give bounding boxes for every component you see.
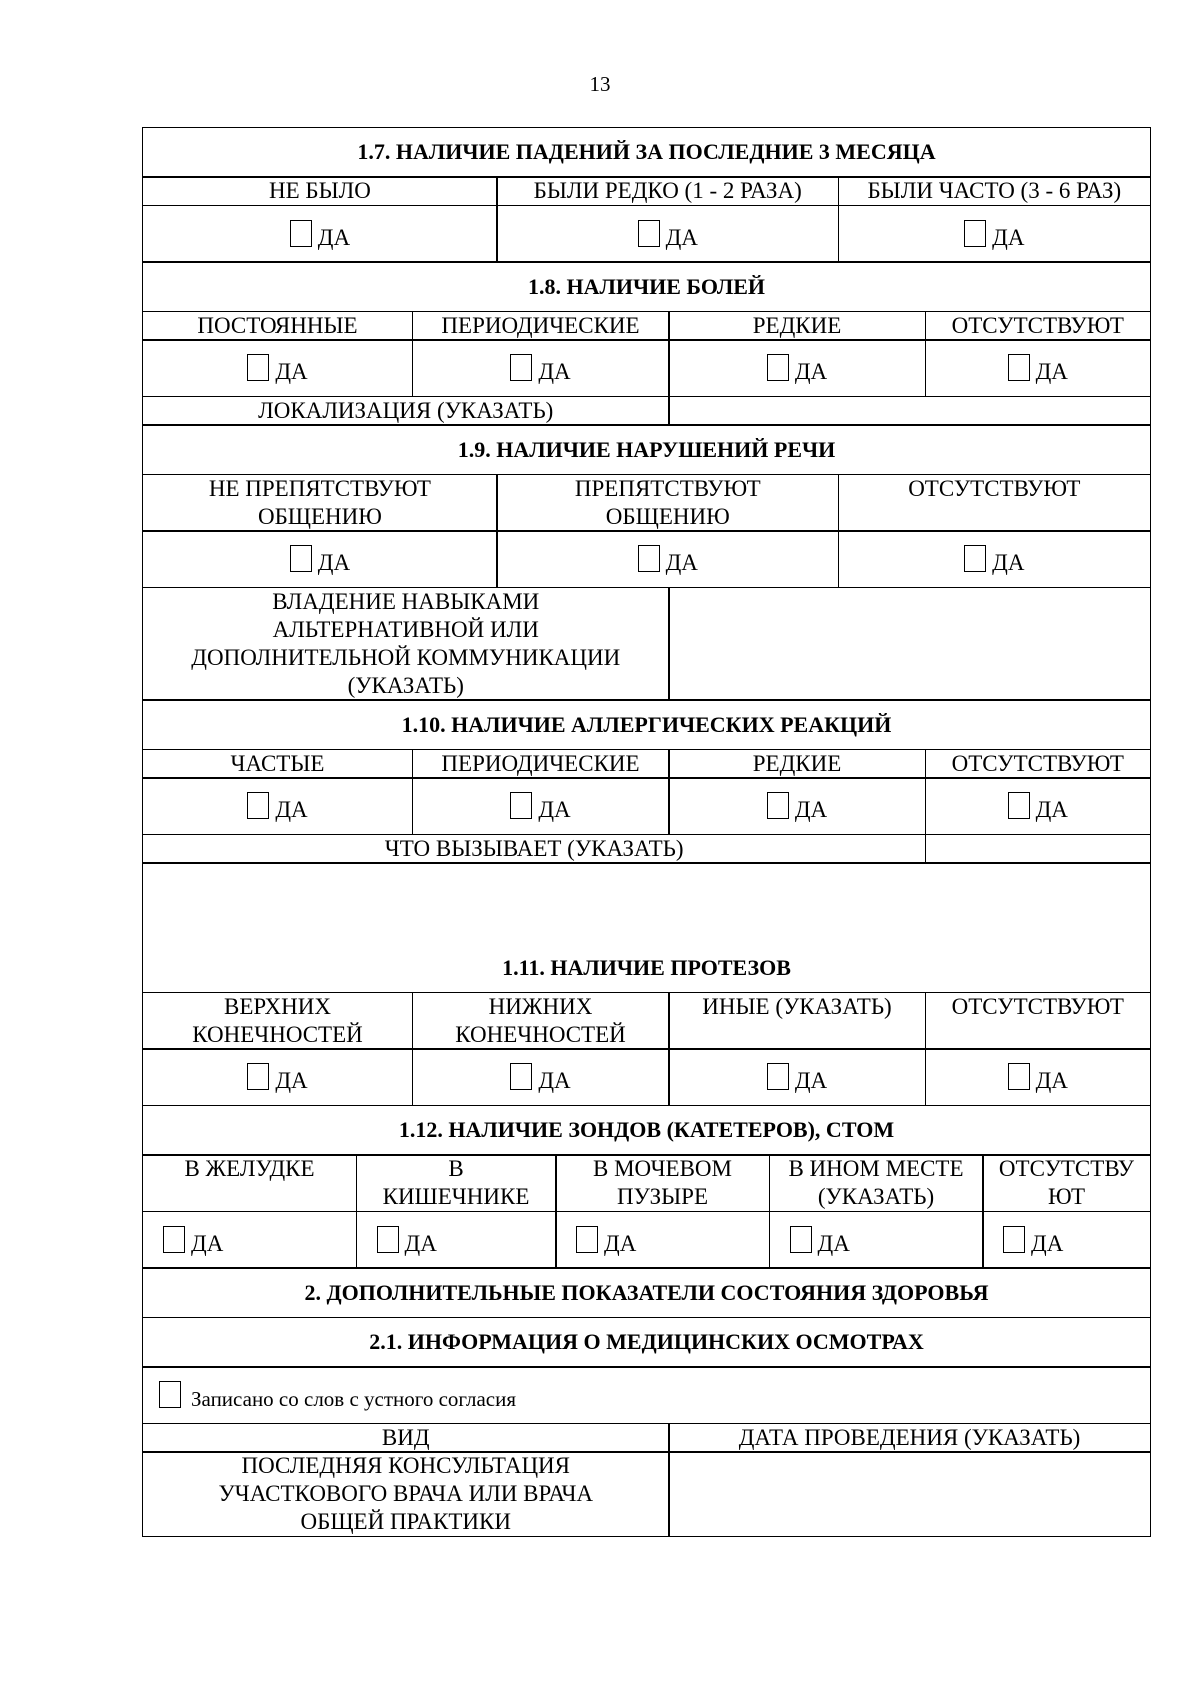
section-title: 1.9. НАЛИЧИЕ НАРУШЕНИЙ РЕЧИ bbox=[142, 424, 1151, 475]
page-number: 13 bbox=[589, 72, 611, 96]
yes-label: ДА bbox=[665, 550, 698, 575]
yes-checkbox[interactable] bbox=[247, 778, 308, 822]
yes-checkbox[interactable] bbox=[576, 1212, 637, 1256]
yes-checkbox[interactable] bbox=[377, 1212, 437, 1256]
yes-checkbox[interactable] bbox=[1003, 1212, 1064, 1256]
checkbox-icon[interactable] bbox=[247, 1063, 269, 1090]
yes-checkbox[interactable] bbox=[964, 206, 1025, 250]
checkbox-icon[interactable] bbox=[1003, 1226, 1025, 1253]
localization-label: ЛОКАЛИЗАЦИЯ (УКАЗАТЬ) bbox=[142, 396, 670, 426]
section-title: 1.10. НАЛИЧИЕ АЛЛЕРГИЧЕСКИХ РЕАКЦИЙ bbox=[142, 699, 1151, 750]
checkbox-icon[interactable] bbox=[767, 354, 789, 381]
checkbox-icon[interactable] bbox=[163, 1226, 185, 1253]
consent-checkbox[interactable] bbox=[159, 1381, 516, 1411]
checkbox-icon[interactable] bbox=[964, 545, 986, 572]
checkbox-icon[interactable] bbox=[159, 1381, 181, 1408]
yes-label: ДА bbox=[538, 797, 571, 822]
option-label: ОТСУТСТВУЮТ bbox=[925, 749, 1152, 779]
yes-label: ДА bbox=[404, 1230, 437, 1256]
yes-checkbox[interactable] bbox=[767, 340, 828, 384]
section-title: 2. ДОПОЛНИТЕЛЬНЫЕ ПОКАЗАТЕЛИ СОСТОЯНИЯ ЗДОРОВЬЯ bbox=[142, 1267, 1151, 1318]
communication-label: ВЛАДЕНИЕ НАВЫКАМИ АЛЬТЕРНАТИВНОЙ ИЛИ ДОПОЛНИТЕЛЬНОЙ КОММУНИКАЦИИ (УКАЗАТЬ) bbox=[142, 587, 670, 701]
allergen-field[interactable] bbox=[925, 834, 1151, 864]
option-label: В ЖЕЛУДКЕ bbox=[142, 1154, 357, 1212]
option-label: ПОСТОЯННЫЕ bbox=[142, 311, 413, 341]
checkbox-icon[interactable] bbox=[638, 545, 660, 572]
yes-checkbox[interactable] bbox=[964, 531, 1025, 575]
localization-field[interactable] bbox=[668, 396, 1151, 426]
checkbox-cell bbox=[982, 1211, 1151, 1269]
yes-checkbox[interactable] bbox=[1008, 778, 1068, 822]
yes-checkbox[interactable] bbox=[767, 778, 828, 822]
checkbox-cell bbox=[925, 339, 1152, 397]
yes-label: ДА bbox=[538, 1068, 571, 1093]
checkbox-cell bbox=[838, 530, 1151, 588]
option-label: ОТСУТСТВУЮТ bbox=[838, 474, 1151, 532]
yes-label: ДА bbox=[317, 550, 351, 575]
yes-label: ДА bbox=[794, 797, 828, 822]
option-label: НИЖНИХ КОНЕЧНОСТЕЙ bbox=[412, 992, 670, 1050]
checkbox-icon[interactable] bbox=[1008, 354, 1030, 381]
checkbox-cell bbox=[668, 339, 926, 397]
checkbox-icon[interactable] bbox=[290, 545, 312, 572]
checkbox-icon[interactable] bbox=[576, 1226, 598, 1253]
option-label: ВЕРХНИХ КОНЕЧНОСТЕЙ bbox=[142, 992, 413, 1050]
yes-label: ДА bbox=[275, 797, 308, 822]
checkbox-cell bbox=[142, 1211, 357, 1269]
yes-label: ДА bbox=[1035, 1068, 1068, 1093]
checkbox-icon[interactable] bbox=[964, 220, 986, 247]
option-label: В МОЧЕВОМ ПУЗЫРЕ bbox=[555, 1154, 770, 1212]
section-title: 1.11. НАЛИЧИЕ ПРОТЕЗОВ bbox=[142, 862, 1151, 993]
checkbox-cell bbox=[769, 1211, 984, 1269]
checkbox-cell bbox=[356, 1211, 557, 1269]
checkbox-icon[interactable] bbox=[510, 1063, 532, 1090]
yes-checkbox[interactable] bbox=[510, 778, 571, 822]
checkbox-cell bbox=[668, 1048, 926, 1106]
checkbox-cell bbox=[838, 205, 1151, 263]
yes-checkbox[interactable] bbox=[638, 531, 698, 575]
checkbox-icon[interactable] bbox=[1008, 792, 1030, 819]
checkbox-cell bbox=[925, 777, 1152, 835]
yes-label: ДА bbox=[1035, 359, 1068, 384]
assessment-form bbox=[142, 128, 1151, 1537]
yes-label: ДА bbox=[794, 1068, 828, 1093]
yes-label: ДА bbox=[794, 359, 828, 384]
checkbox-cell bbox=[555, 1211, 770, 1269]
checkbox-icon[interactable] bbox=[767, 792, 789, 819]
option-label: НЕ ПРЕПЯТСТВУЮТ ОБЩЕНИЮ bbox=[142, 474, 498, 532]
option-label: ОТСУТСТВУЮТ bbox=[925, 311, 1152, 341]
yes-checkbox[interactable] bbox=[290, 206, 351, 250]
yes-checkbox[interactable] bbox=[290, 531, 351, 575]
column-header-type: ВИД bbox=[142, 1423, 670, 1453]
checkbox-icon[interactable] bbox=[247, 354, 269, 381]
checkbox-cell bbox=[412, 339, 670, 397]
yes-checkbox[interactable] bbox=[638, 206, 698, 250]
option-label: НЕ БЫЛО bbox=[142, 176, 498, 206]
section-title: 1.12. НАЛИЧИЕ ЗОНДОВ (КАТЕТЕРОВ), СТОМ bbox=[142, 1105, 1151, 1156]
yes-checkbox[interactable] bbox=[1008, 340, 1068, 384]
yes-checkbox[interactable] bbox=[1008, 1049, 1068, 1093]
option-label: БЫЛИ ЧАСТО (3 - 6 РАЗ) bbox=[838, 176, 1151, 206]
checkbox-cell bbox=[142, 1048, 413, 1106]
checkbox-icon[interactable] bbox=[638, 220, 660, 247]
section-falls-header bbox=[142, 128, 1151, 178]
yes-label: ДА bbox=[1035, 797, 1068, 822]
consent-label: Записано со слов с устного согласия bbox=[191, 1387, 516, 1411]
consent-row bbox=[142, 1366, 1151, 1424]
checkbox-icon[interactable] bbox=[510, 792, 532, 819]
checkbox-cell bbox=[142, 339, 413, 397]
option-label: ОТСУТСТВУ ЮТ bbox=[982, 1154, 1151, 1212]
yes-checkbox[interactable] bbox=[247, 340, 308, 384]
checkbox-icon[interactable] bbox=[767, 1063, 789, 1090]
checkbox-cell bbox=[412, 777, 670, 835]
option-label: РЕДКИЕ bbox=[668, 749, 926, 779]
checkbox-cell bbox=[142, 205, 498, 263]
yes-label: ДА bbox=[191, 1230, 224, 1256]
section-title: 1.8. НАЛИЧИЕ БОЛЕЙ bbox=[142, 261, 1151, 312]
yes-label: ДА bbox=[665, 224, 698, 250]
exam-date-field[interactable] bbox=[668, 1451, 1151, 1537]
checkbox-icon[interactable] bbox=[290, 220, 312, 247]
checkbox-cell bbox=[142, 530, 498, 588]
checkbox-cell bbox=[925, 1048, 1152, 1106]
option-label: ПРЕПЯТСТВУЮТ ОБЩЕНИЮ bbox=[496, 474, 839, 532]
section-title: 2.1. ИНФОРМАЦИЯ О МЕДИЦИНСКИХ ОСМОТРАХ bbox=[142, 1317, 1151, 1368]
yes-label: ДА bbox=[538, 359, 571, 384]
yes-checkbox[interactable] bbox=[163, 1212, 224, 1256]
yes-checkbox[interactable] bbox=[510, 1049, 571, 1093]
checkbox-cell bbox=[142, 777, 413, 835]
option-label: В КИШЕЧНИКЕ bbox=[356, 1154, 557, 1212]
option-label: ПЕРИОДИЧЕСКИЕ bbox=[412, 749, 670, 779]
yes-label: ДА bbox=[817, 1230, 850, 1256]
allergen-label: ЧТО ВЫЗЫВАЕТ (УКАЗАТЬ) bbox=[142, 834, 926, 864]
yes-label: ДА bbox=[1031, 1230, 1064, 1256]
checkbox-cell bbox=[412, 1048, 670, 1106]
checkbox-icon[interactable] bbox=[1008, 1063, 1030, 1090]
checkbox-icon[interactable] bbox=[247, 792, 269, 819]
checkbox-cell bbox=[496, 205, 839, 263]
option-label: ИНЫЕ (УКАЗАТЬ) bbox=[668, 992, 926, 1050]
option-label: В ИНОМ МЕСТЕ (УКАЗАТЬ) bbox=[769, 1154, 984, 1212]
checkbox-cell bbox=[668, 777, 926, 835]
exam-type-cell: ПОСЛЕДНЯЯ КОНСУЛЬТАЦИЯ УЧАСТКОВОГО ВРАЧА ИЛИ ВРАЧА ОБЩЕЙ ПРАКТИКИ bbox=[142, 1451, 670, 1537]
yes-label: ДА bbox=[317, 224, 351, 250]
option-label: ЧАСТЫЕ bbox=[142, 749, 413, 779]
checkbox-icon[interactable] bbox=[790, 1226, 812, 1253]
yes-label: ДА bbox=[604, 1230, 637, 1256]
option-label: РЕДКИЕ bbox=[668, 311, 926, 341]
checkbox-icon[interactable] bbox=[510, 354, 532, 381]
section-title: 1.7. НАЛИЧИЕ ПАДЕНИЙ ЗА ПОСЛЕДНИЕ 3 МЕСЯЦА bbox=[142, 127, 1151, 178]
yes-checkbox[interactable] bbox=[510, 340, 571, 384]
yes-label: ДА bbox=[275, 359, 308, 384]
communication-field[interactable] bbox=[668, 587, 1151, 701]
yes-label: ДА bbox=[992, 224, 1025, 250]
option-label: БЫЛИ РЕДКО (1 - 2 РАЗА) bbox=[496, 176, 839, 206]
checkbox-cell bbox=[496, 530, 839, 588]
yes-checkbox[interactable] bbox=[790, 1212, 850, 1256]
option-label: ПЕРИОДИЧЕСКИЕ bbox=[412, 311, 670, 341]
yes-label: ДА bbox=[992, 550, 1025, 575]
yes-checkbox[interactable] bbox=[247, 1049, 308, 1093]
yes-label: ДА bbox=[275, 1068, 308, 1093]
checkbox-icon[interactable] bbox=[377, 1226, 399, 1253]
yes-checkbox[interactable] bbox=[767, 1049, 828, 1093]
column-header-date: ДАТА ПРОВЕДЕНИЯ (УКАЗАТЬ) bbox=[668, 1423, 1151, 1453]
option-label: ОТСУТСТВУЮТ bbox=[925, 992, 1152, 1050]
